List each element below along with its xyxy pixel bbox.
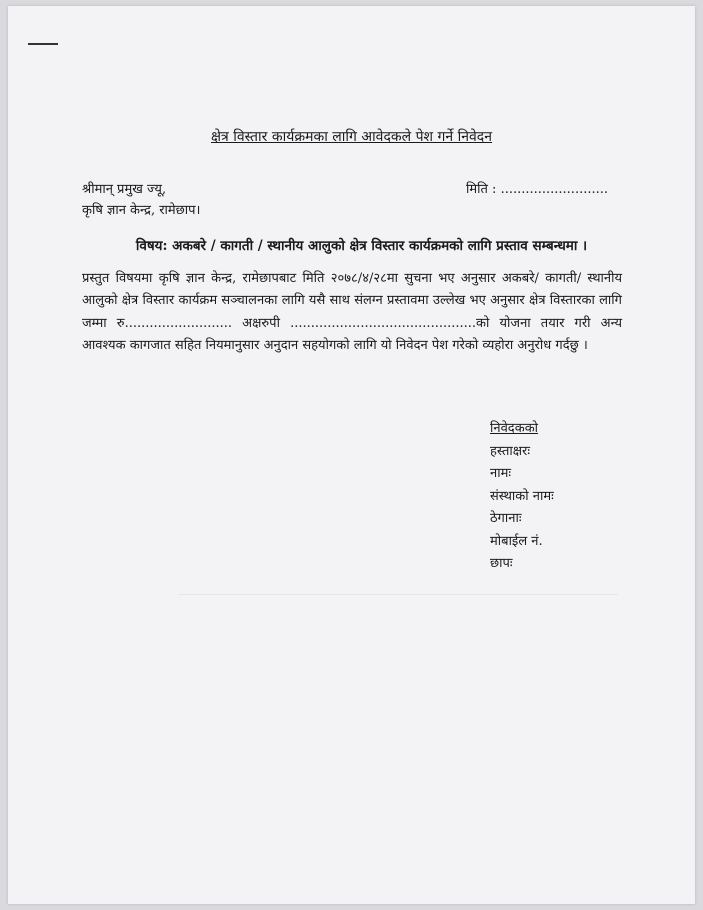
document-title: क्षेत्र विस्तार कार्यक्रमका लागि आवेदकले पेश गर्ने निवेदन bbox=[210, 129, 492, 145]
pen-mark bbox=[28, 43, 58, 45]
signature-block bbox=[490, 418, 554, 576]
salutation bbox=[82, 179, 200, 221]
date-line: मिति : .......................... bbox=[466, 182, 609, 197]
signature-line: हस्ताक्षरः bbox=[490, 443, 531, 459]
signature-heading: निवेदकको bbox=[490, 421, 539, 436]
signature-line: नामः bbox=[490, 466, 511, 481]
subject-line: विषय: अकबरे / कागती / स्थानीय आलुको क्षेत्र विस्तार कार्यक्रमको लागि प्रस्ताव सम्बन्धमा । bbox=[135, 238, 588, 254]
salutation-line-1: श्रीमान् प्रमुख ज्यू, bbox=[82, 182, 167, 197]
show-through-table bbox=[178, 594, 618, 655]
signature-line: ठेगानाः bbox=[490, 511, 522, 526]
salutation-line-2: कृषि ज्ञान केन्द्र, रामेछाप। bbox=[82, 203, 201, 218]
body-paragraph: प्रस्तुत विषयमा कृषि ज्ञान केन्द्र, रामेछापबाट मिति २०७८/४/२८मा सुचना भए अनुसार अकबरे/ कागती/ स्थानीय आलुको क्षेत्र विस्तार कार्यक्रम सञ्चालनका लागि यसै साथ संलग्न प्रस्तावमा उल्लेख भए अनुसार क्षेत्र विस्तारका लागि जम्मा रु.......................... अक्षरुपी .............................................को योजना तयार गरी अन्य आवश्यक कागजात सहित नियमानुसार अनुदान सहयोगको लागि यो निवेदन पेश गरेको व्यहोरा अनुरोध गर्दछु । bbox=[82, 271, 622, 353]
signature-line: छापः bbox=[490, 556, 513, 571]
signature-line: मोबाईल नं. bbox=[490, 533, 543, 549]
signature-line: संस्थाको नामः bbox=[490, 488, 554, 504]
document-page bbox=[8, 6, 695, 904]
